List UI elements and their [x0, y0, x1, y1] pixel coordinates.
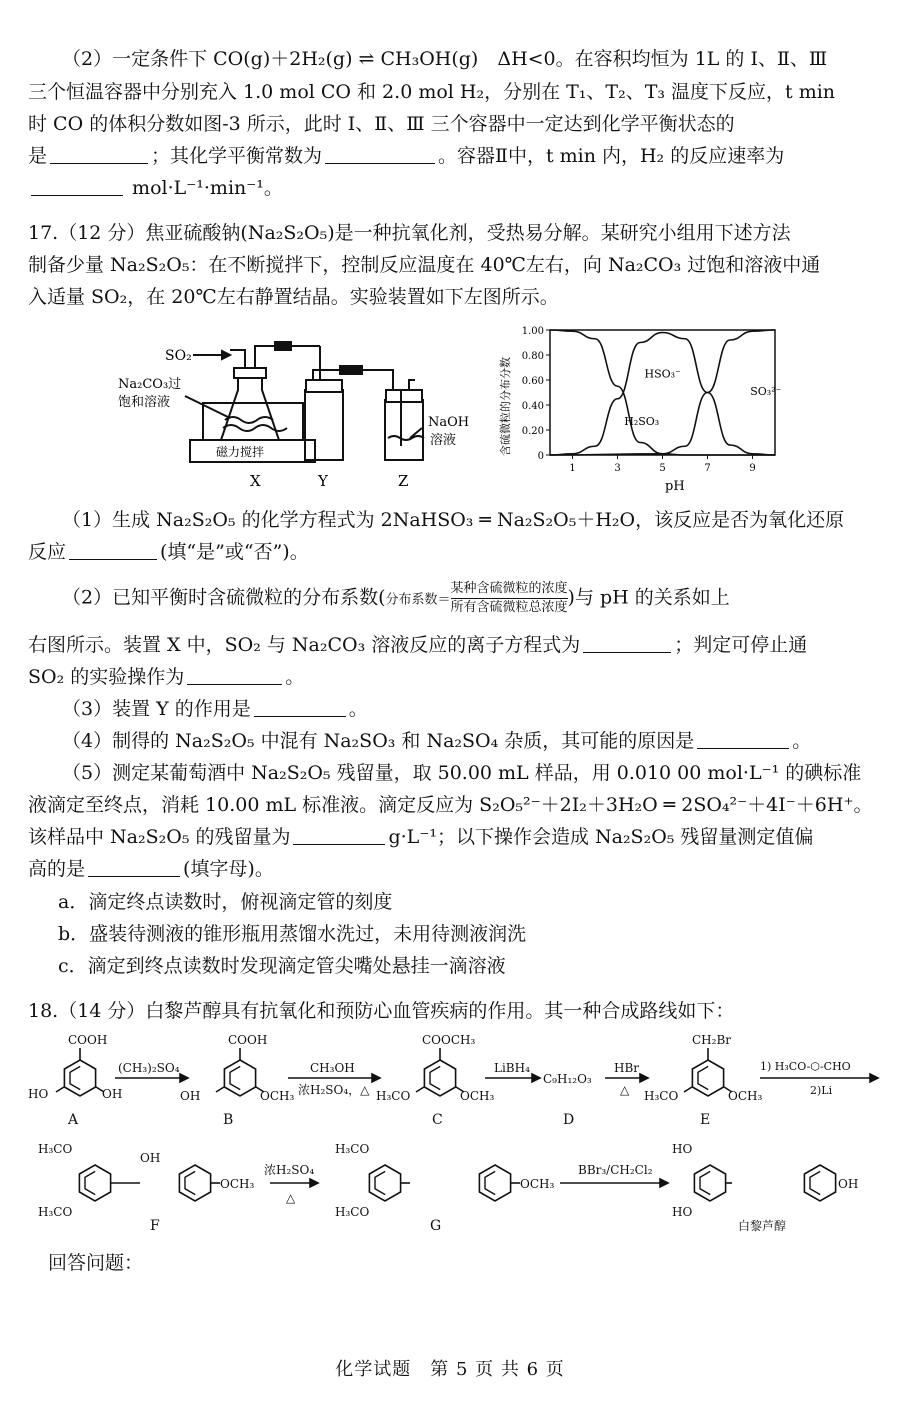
- frac-lhs: 分布系数＝: [385, 592, 451, 608]
- C-cooch3: COOCH₃: [422, 1033, 476, 1047]
- q17-5-line1: （5）测定某葡萄酒中 Na₂S₂O₅ 残留量，取 50.00 mL 样品，用 0.010 00 mol·L⁻¹ 的碘标准: [62, 762, 862, 784]
- q17-intro-line3: 入适量 SO₂，在 20℃左右静置结晶。实验装置如下左图所示。: [28, 286, 559, 308]
- E-ch2br: CH₂Br: [692, 1033, 732, 1047]
- stirrer-label: 磁力搅拌: [216, 445, 265, 459]
- flask-label-1: Na₂CO₃过: [118, 377, 182, 392]
- F-oh: OH: [140, 1151, 161, 1165]
- text: 反应: [28, 541, 67, 563]
- product-oh: OH: [838, 1177, 859, 1191]
- reagent-DE-top: HBr: [614, 1061, 640, 1075]
- product-ho-top: HO: [672, 1142, 693, 1156]
- label-D: D: [563, 1112, 575, 1128]
- answer-blank[interactable]: [293, 824, 385, 845]
- q17-5-line4: [28, 854, 873, 884]
- text: mol·L⁻¹·min⁻¹。: [132, 177, 283, 199]
- q17-5-line2: 液滴定至终点，消耗 10.00 mL 标准液。滴定反应为 S₂O₅²⁻＋2I₂＋3H₂O ═ 2SO₄²⁻＋4I⁻＋6H⁺。: [28, 794, 873, 816]
- q16-part2-line1: （2）一定条件下 CO(g)＋2H₂(g) ⇌ CH₃OH(g) ΔH<0。在容积均恒为 1L 的 Ⅰ、Ⅱ、Ⅲ: [62, 48, 828, 70]
- C-h3co: H₃CO: [376, 1089, 411, 1103]
- text: （2）已知平衡时含硫微粒的分布系数(: [62, 586, 386, 609]
- text: )与 pH 的关系如上: [567, 586, 730, 609]
- text: 。: [792, 730, 812, 752]
- synthesis-row-2: [20, 1138, 880, 1238]
- frac-numerator: 某种含硫微粒的浓度: [451, 580, 568, 599]
- label-x: X: [250, 472, 261, 490]
- product-name: 白黎芦醇: [738, 1219, 787, 1233]
- series-line-1: [550, 333, 775, 456]
- answer-blank[interactable]: [31, 175, 123, 196]
- A-ho: HO: [28, 1087, 49, 1101]
- q17-4: [62, 726, 900, 756]
- label-G: G: [430, 1218, 442, 1234]
- series-line-2: [550, 330, 775, 455]
- text: 是: [28, 145, 48, 167]
- answer-blank[interactable]: [325, 143, 435, 164]
- q16-part2-line2: 三个恒温容器中分别充入 1.0 mol CO 和 2.0 mol H₂，分别在 T₁、T₂、T₃ 温度下反应，t min: [28, 81, 836, 103]
- y-tick-label: 0.40: [521, 401, 544, 412]
- text: 该样品中 Na₂S₂O₅ 的残留量为: [28, 826, 291, 848]
- reagent-G-top: BBr₃/CH₂Cl₂: [578, 1163, 653, 1177]
- x-tick-label: 3: [614, 463, 621, 474]
- label-A: A: [68, 1112, 79, 1128]
- label-z: Z: [398, 472, 409, 490]
- frac-denominator: 所有含硫微粒总浓度: [450, 600, 568, 615]
- x-tick-label: 9: [749, 463, 756, 474]
- text: ；判定可停止通: [674, 634, 808, 656]
- option-c: c．滴定到终点读数时发现滴定管尖嘴处悬挂一滴溶液: [58, 955, 506, 977]
- q17-1-line1: （1）生成 Na₂S₂O₅ 的化学方程式为 2NaHSO₃ ═ Na₂S₂O₅＋H₂O，该反应是否为氧化还原: [62, 509, 845, 531]
- text: （4）制得的 Na₂S₂O₅ 中混有 Na₂SO₃ 和 Na₂SO₄ 杂质，其可能的原因是: [62, 730, 695, 752]
- label-y: Y: [318, 472, 328, 490]
- naoh-label-2: 溶液: [430, 433, 457, 448]
- F-h3co-top: H₃CO: [38, 1142, 73, 1156]
- label-F: F: [150, 1218, 160, 1234]
- answer-blank[interactable]: [583, 632, 671, 653]
- reagent-FG-bot: △: [286, 1191, 296, 1205]
- series-label-0: HSO₃⁻: [644, 367, 681, 381]
- option-a: a．滴定终点读数时，俯视滴定管的刻度: [58, 891, 393, 913]
- chart-plot-area: [522, 326, 782, 474]
- distribution-chart: [495, 318, 795, 498]
- answer-blank[interactable]: [187, 664, 282, 685]
- q16-part2-line5: [28, 173, 873, 203]
- flask-label-2: 饱和溶液: [118, 395, 171, 410]
- G-h3co-bot: H₃CO: [335, 1205, 370, 1219]
- option-b: b．盛装待测液的锥形瓶用蒸馏水洗过，未用待测液润洗: [58, 923, 527, 945]
- chart-ylabel: 含硫微粒的分布分数: [499, 357, 512, 456]
- formula-D: C₉H₁₂O₃: [543, 1072, 592, 1086]
- q17-5-line3: [28, 822, 873, 852]
- y-tick-label: 0.60: [521, 376, 544, 387]
- E-h3co: H₃CO: [644, 1089, 679, 1103]
- text: SO₂ 的实验操作为: [28, 666, 185, 688]
- G-h3co-top: H₃CO: [335, 1142, 370, 1156]
- A-cooh: COOH: [68, 1033, 108, 1047]
- fraction: [451, 580, 568, 617]
- text: 右图所示。装置 X 中，SO₂ 与 Na₂CO₃ 溶液反应的离子方程式为: [28, 634, 581, 656]
- apparatus-diagram: [110, 328, 490, 493]
- reagent-EF-top: 1) H₃CO-⬡-CHO: [760, 1060, 851, 1073]
- q17-2-line2: [28, 630, 873, 660]
- y-tick-label: 0.20: [521, 426, 544, 437]
- G-och3: OCH₃: [520, 1177, 555, 1191]
- text: 高的是: [28, 858, 86, 880]
- reagent-BC-bot: 浓H₂SO₄，△: [298, 1083, 370, 1097]
- y-tick-label: 0.80: [521, 351, 544, 362]
- text: （3）装置 Y 的作用是: [62, 698, 251, 720]
- series-line-0: [550, 330, 775, 455]
- label-C: C: [432, 1112, 443, 1128]
- C-och3: OCH₃: [460, 1089, 495, 1103]
- q18-intro: 18.（14 分）白黎芦醇具有抗氧化和预防心血管疾病的作用。其一种合成路线如下：: [28, 1000, 735, 1022]
- answer-blank[interactable]: [88, 856, 180, 877]
- x-tick-label: 7: [704, 463, 711, 474]
- reagent-CD: LiBH₄: [494, 1061, 530, 1075]
- q17-2-line3: [28, 662, 873, 692]
- A-oh: OH: [102, 1087, 123, 1101]
- q17-intro-line1: 17.（12 分）焦亚硫酸钠(Na₂S₂O₅)是一种抗氧化剂，受热易分解。某研究小组用下述方法: [28, 222, 791, 244]
- B-och3: OCH₃: [260, 1089, 295, 1103]
- reagent-AB: (CH₃)₂SO₄: [118, 1061, 180, 1075]
- product-ho-bot: HO: [672, 1205, 693, 1219]
- answer-blank[interactable]: [69, 539, 157, 560]
- y-tick-label: 1.00: [521, 326, 544, 337]
- text: (填字母)。: [183, 858, 274, 880]
- label-E: E: [700, 1112, 711, 1128]
- B-oh: OH: [180, 1089, 201, 1103]
- series-label-1: H₂SO₃: [624, 415, 660, 428]
- series-label-2: SO₃²⁻: [750, 385, 782, 398]
- chart-frame: [550, 330, 775, 455]
- answer-blank[interactable]: [254, 696, 346, 717]
- text: 。容器Ⅱ中，t min 内，H₂ 的反应速率为: [438, 145, 785, 167]
- B-cooh: COOH: [228, 1033, 268, 1047]
- chart-xlabel: pH: [665, 479, 685, 494]
- F-h3co-bot: H₃CO: [38, 1205, 73, 1219]
- text: g·L⁻¹；以下操作会造成 Na₂S₂O₅ 残留量测定值偏: [388, 826, 814, 848]
- answer-prompt: 回答问题：: [48, 1252, 144, 1274]
- F-och3: OCH₃: [220, 1177, 255, 1191]
- x-tick-label: 5: [659, 463, 666, 474]
- label-B: B: [223, 1112, 234, 1128]
- text: 。: [285, 666, 305, 688]
- reagent-FG-top: 浓H₂SO₄: [264, 1163, 315, 1177]
- reagent-BC-top: CH₃OH: [310, 1061, 355, 1075]
- text: (填“是”或“否”)。: [160, 541, 309, 563]
- q16-part2-line4: [28, 141, 873, 171]
- q17-intro-line2: 制备少量 Na₂S₂O₅：在不断搅拌下，控制反应温度在 40℃左右，向 Na₂CO₃ 过饱和溶液中通: [28, 254, 821, 276]
- x-tick-label: 1: [569, 463, 576, 474]
- so2-label: SO₂: [165, 348, 192, 364]
- reagent-DE-bot: △: [620, 1083, 630, 1097]
- page-footer: 化学试题 第 5 页 共 6 页: [335, 1359, 565, 1380]
- y-tick-label: 0: [537, 451, 544, 462]
- q17-2-line1: [62, 580, 900, 617]
- text: 。: [348, 698, 368, 720]
- answer-blank[interactable]: [697, 728, 789, 749]
- q16-part2-line3: 时 CO 的体积分数如图-3 所示，此时 Ⅰ、Ⅱ、Ⅲ 三个容器中一定达到化学平衡状态的: [28, 113, 735, 135]
- answer-blank[interactable]: [50, 143, 148, 164]
- q17-3: [62, 694, 900, 724]
- q17-1-line2: [28, 537, 873, 567]
- text: ；其化学平衡常数为: [151, 145, 323, 167]
- naoh-label-1: NaOH: [428, 415, 470, 430]
- E-och3: OCH₃: [728, 1089, 763, 1103]
- reagent-EF-bot: 2)Li: [810, 1084, 833, 1097]
- synthesis-row-1: [20, 1028, 880, 1138]
